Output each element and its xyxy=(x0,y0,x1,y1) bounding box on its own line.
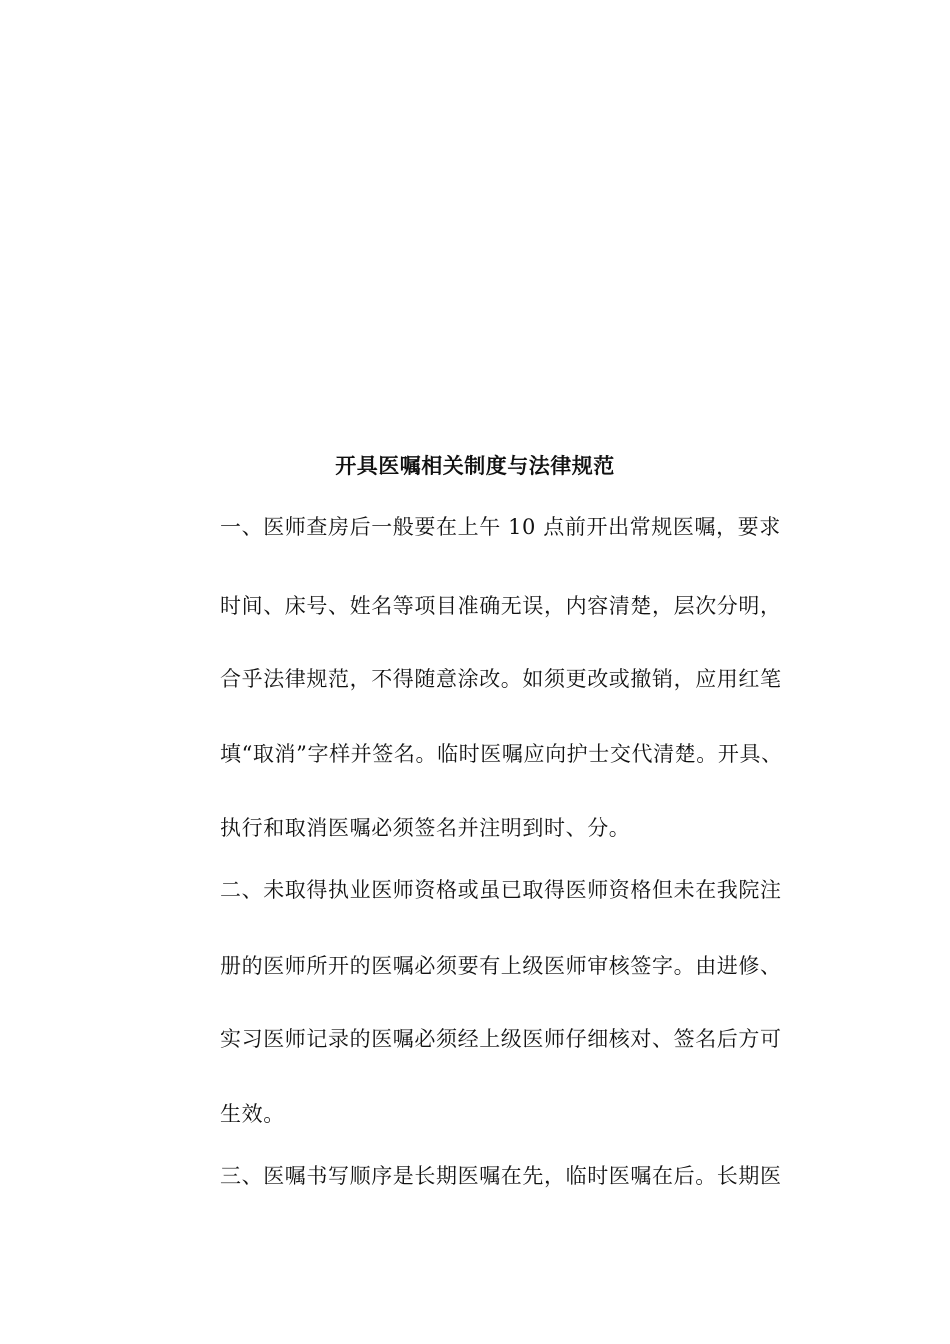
document-title: 开具医嘱相关制度与法律规范 xyxy=(335,453,615,478)
paragraph-line: 时间、床号、姓名等项目准确无误，内容清楚，层次分明， xyxy=(220,594,782,618)
paragraph-line: 一、医师查房后一般要在上午 10 点前开出常规医嘱，要求 xyxy=(220,515,781,539)
paragraph-line: 合乎法律规范，不得随意涂改。如须更改或撤销，应用红笔 xyxy=(220,667,782,691)
paragraph-line: 执行和取消医嘱必须签名并注明到时、分。 xyxy=(220,816,631,840)
paragraph-line: 生效。 xyxy=(220,1102,285,1126)
paragraph-line: 二、未取得执业医师资格或虽已取得医师资格但未在我院注 xyxy=(220,878,782,902)
paragraph-line: 册的医师所开的医嘱必须要有上级医师审核签字。由进修、 xyxy=(220,954,782,978)
paragraph-line: 三、医嘱书写顺序是长期医嘱在先，临时医嘱在后。长期医 xyxy=(220,1164,782,1188)
paragraph-line: 实习医师记录的医嘱必须经上级医师仔细核对、签名后方可 xyxy=(220,1027,782,1051)
paragraph-line: 填“取消”字样并签名。临时医嘱应向护士交代清楚。开具、 xyxy=(220,742,783,766)
